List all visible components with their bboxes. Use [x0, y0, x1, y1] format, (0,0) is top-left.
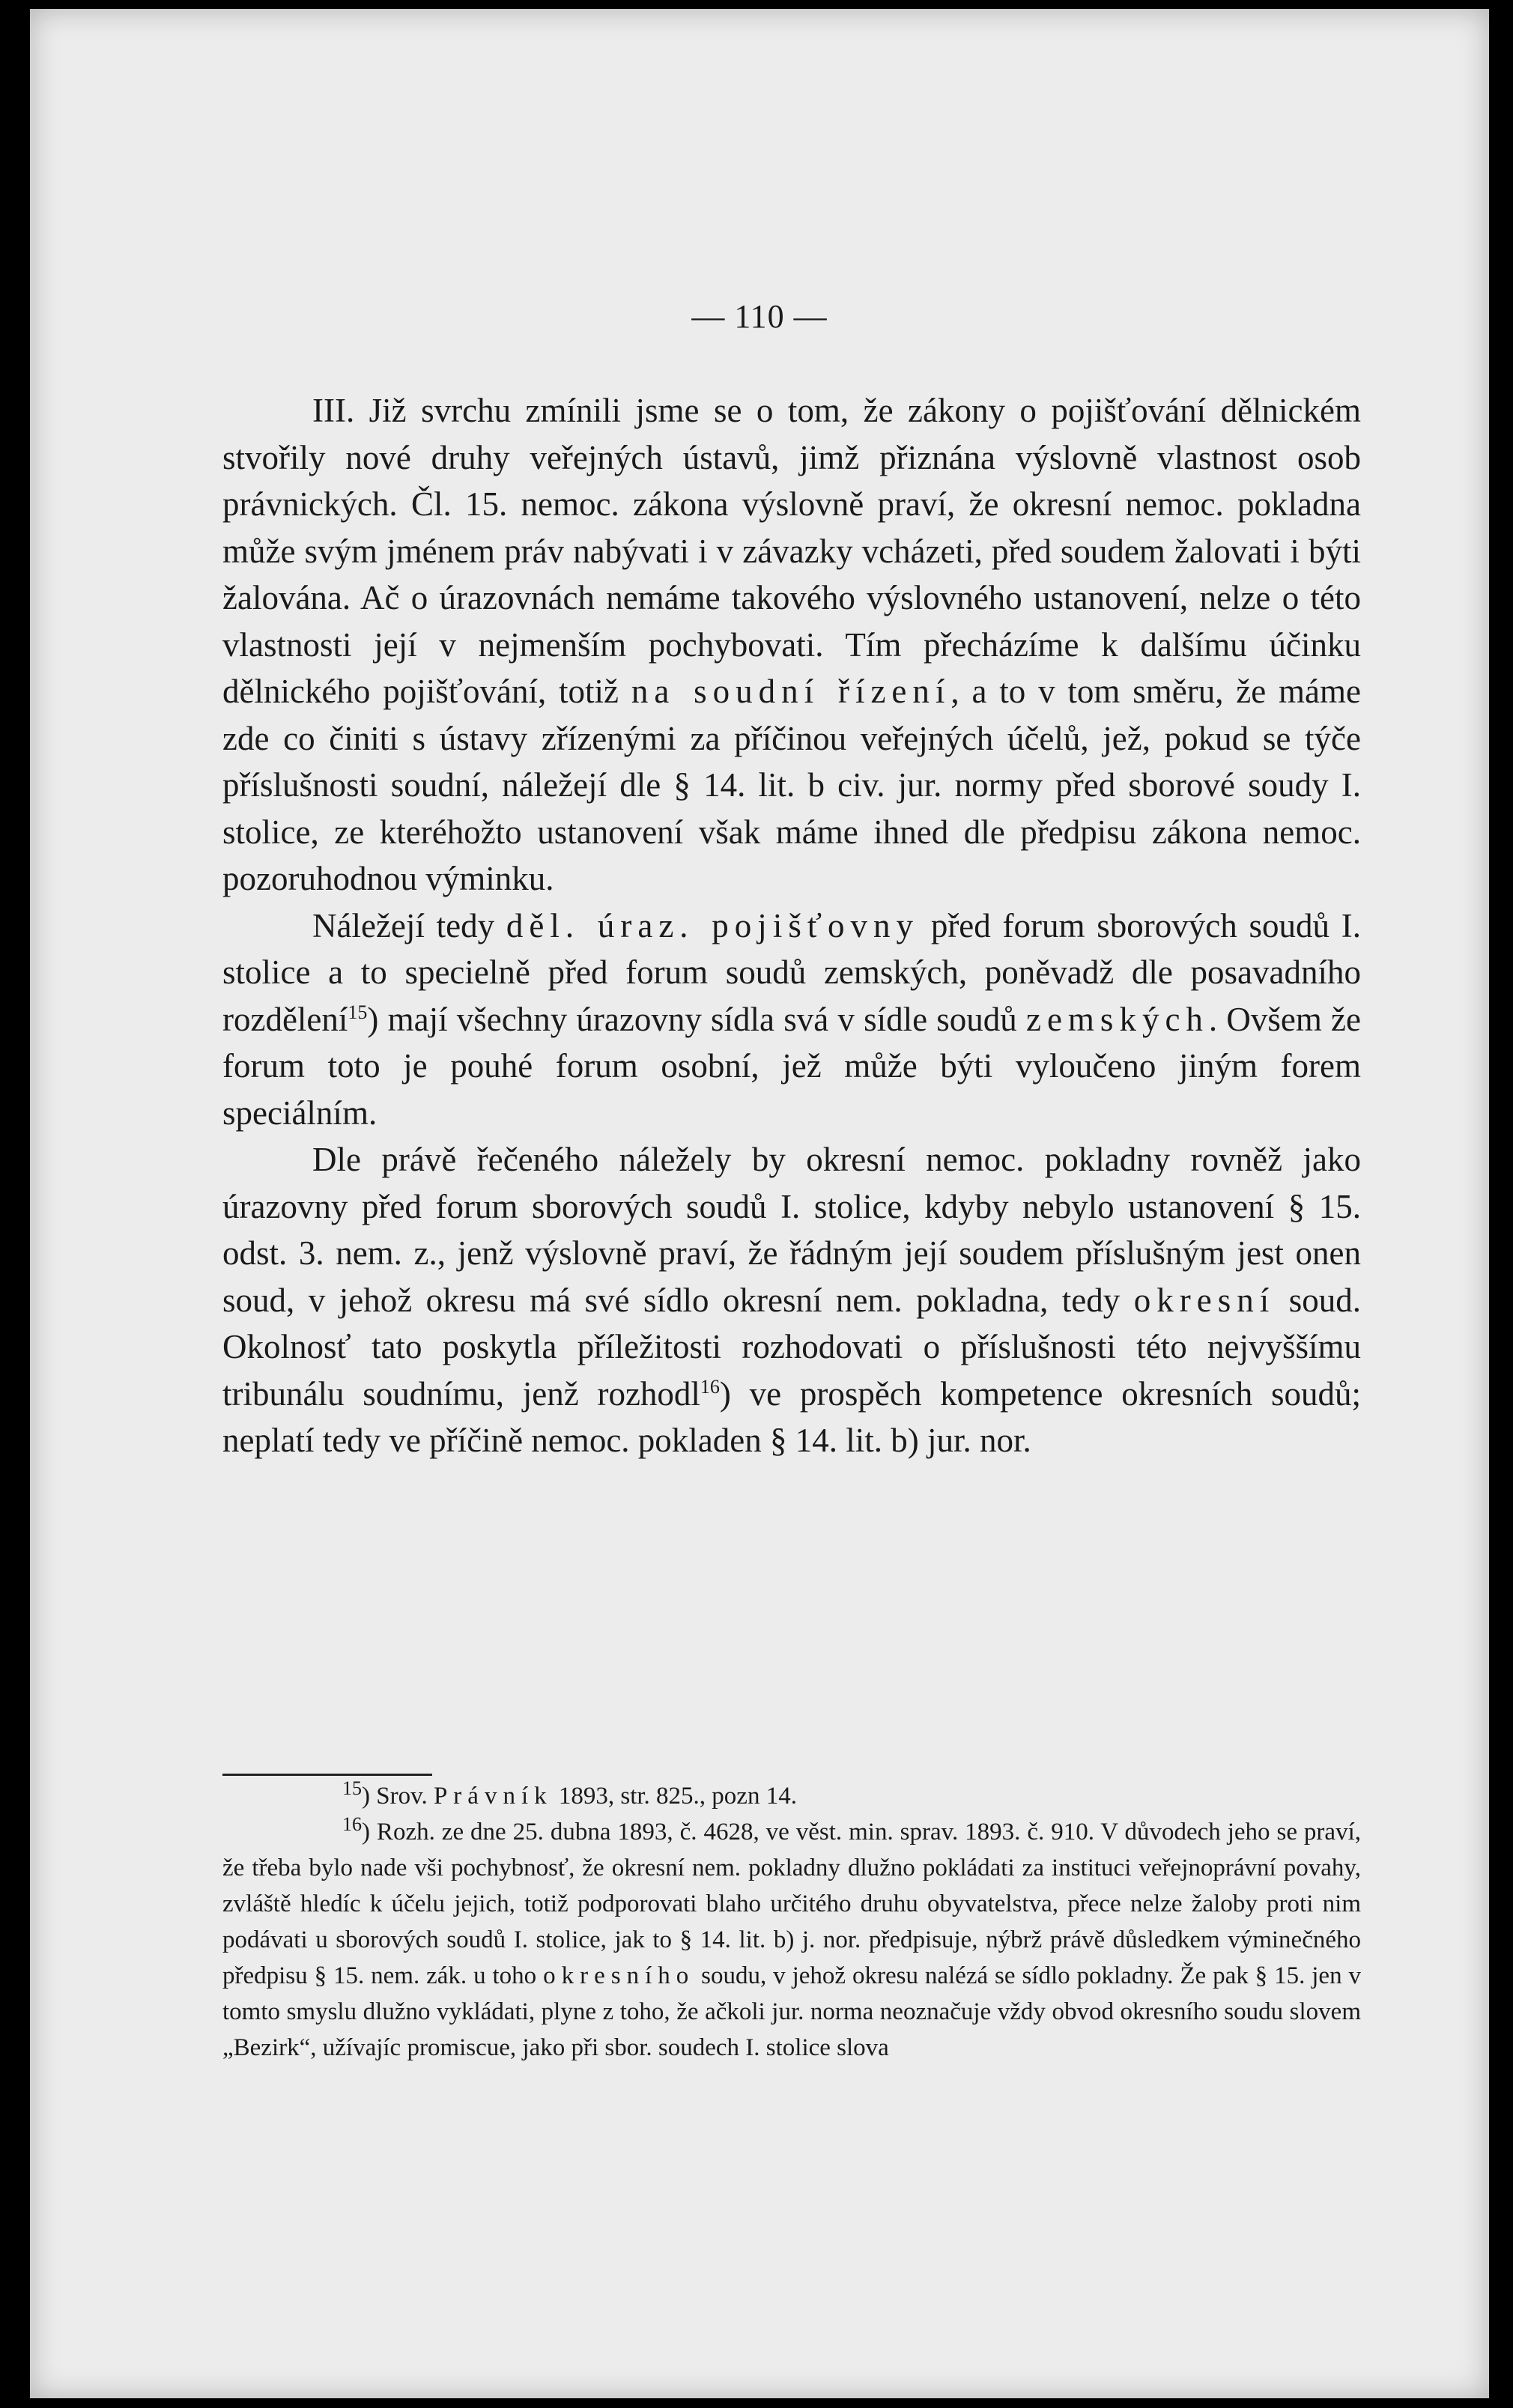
spaced-text: děl. úraz. pojišťovny: [506, 906, 920, 944]
footnote: [222, 1778, 1361, 1814]
spaced-text: zemských: [1025, 1000, 1209, 1038]
paragraph: [222, 387, 1361, 903]
spaced-text: okresního: [543, 1962, 695, 1989]
text-run: , a to v tom směru, že máme zde co činiti s ústavy zřízenými za příčinou veřejných účelů, jež, pokud se týče příslušnosti soudní, náležejí dle § 14. lit. b civ. jur. normy před sborové soudy I. stolice, ze kteréhožto ustanovení však máme ihned dle předpisu zákona nemoc. pozoruhodnou výminku.: [222, 673, 1361, 897]
footnote-marker: 15: [342, 1777, 362, 1799]
text-run: ) Srov.: [362, 1783, 434, 1810]
main-text: [222, 387, 1361, 1464]
text-run: Náležejí tedy: [312, 906, 506, 944]
spaced-text: na soudní řízení: [631, 673, 951, 710]
text-run: před forum sborových soudů I. stolice a to specielně před forum soudů zemských, poněvadž dle posavadního rozdělení: [222, 906, 1361, 1038]
paragraph: [222, 903, 1361, 1137]
text-run: . Ovšem že forum toto je pouhé forum osobní, jež může býti vyloučeno jiným forem speciálním.: [222, 1000, 1361, 1132]
spaced-text: okresní: [1133, 1281, 1276, 1319]
text-run: ) ve prospěch kompetence okresních soudů; neplatí tedy ve příčině nemoc. pokladen § 14. lit. b) jur. nor.: [222, 1374, 1361, 1459]
text-run: ) mají všechny úrazovny sídla svá v sídle soudů: [367, 1000, 1026, 1038]
footnote-marker: 16: [342, 1813, 362, 1835]
spaced-text: Právník: [433, 1783, 553, 1810]
footnote: [222, 1814, 1361, 2066]
footnote-marker: 16: [700, 1375, 720, 1398]
footnote-marker: 15: [348, 1001, 368, 1023]
text-run: 1893, str. 825., pozn 14.: [552, 1783, 797, 1810]
book-page: [30, 9, 1489, 2398]
text-run: III. Již svrchu zmínili jsme se o tom, že zákony o pojišťování dělnickém stvořily nové druhy veřejných ústavů, jimž přiznána výslovně vlastnost osob právnických. Čl. 15. nemoc. zákona výslovně praví, že okresní nemoc. pokladna může svým jménem práv nabývati i v závazky vcházeti, před soudem žalovati i býti žalována. Ač o úrazovnách nemáme takového výslovného ustanovení, nelze o této vlastnosti její v nejmenším pochybovati. Tím přecházíme k dalšímu účinku dělnického pojišťování, totiž: [222, 392, 1361, 710]
text-run: soudu, v jehož okresu nalézá se sídlo pokladny. Že pak § 15. jen v tomto smyslu dlužno vykládati, plyne z toho, že ačkoli jur. norma neoznačuje vždy obvod okresního soudu slovem „Bezirk“, užívajíc promiscue, jako při sbor. soudech I. stolice slova: [222, 1962, 1361, 2061]
text-run: Dle právě řečeného náležely by okresní nemoc. pokladny rovněž jako úrazovny před forum sborových soudů I. stolice, kdyby nebylo ustanovení § 15. odst. 3. nem. z., jenž výslovně praví, že řádným její soudem příslušným jest onen soud, v jehož okresu má své sídlo okresní nem. pokladna, tedy: [222, 1141, 1361, 1319]
footnote-separator: [222, 1774, 432, 1776]
paragraph: [222, 1136, 1361, 1464]
text-run: soud. Okolnosť tato poskytla příležitosti rozhodovati o příslušnosti této nejvyššímu tribunálu soudnímu, jenž rozhodl: [222, 1281, 1361, 1413]
text-run: ) Rozh. ze dne 25. dubna 1893, č. 4628, ve věst. min. sprav. 1893. č. 910. V důvodech jeho se praví, že třeba bylo nade vši pochybnosť, že okresní nem. pokladny dlužno pokládati za instituci veřejnoprávní povahy, zvláště hledíc k účelu jejich, totiž podporovati blaho určitého druhu obyvatelstva, přece nelze žaloby proti nim podávati u sborových soudů I. stolice, jak to § 14. lit. b) j. nor. předpisuje, nýbrž právě důsledkem výminečného předpisu § 15. nem. zák. u toho: [222, 1819, 1361, 1989]
page-number: — 110 —: [691, 298, 828, 335]
footnotes: [222, 1778, 1361, 2066]
